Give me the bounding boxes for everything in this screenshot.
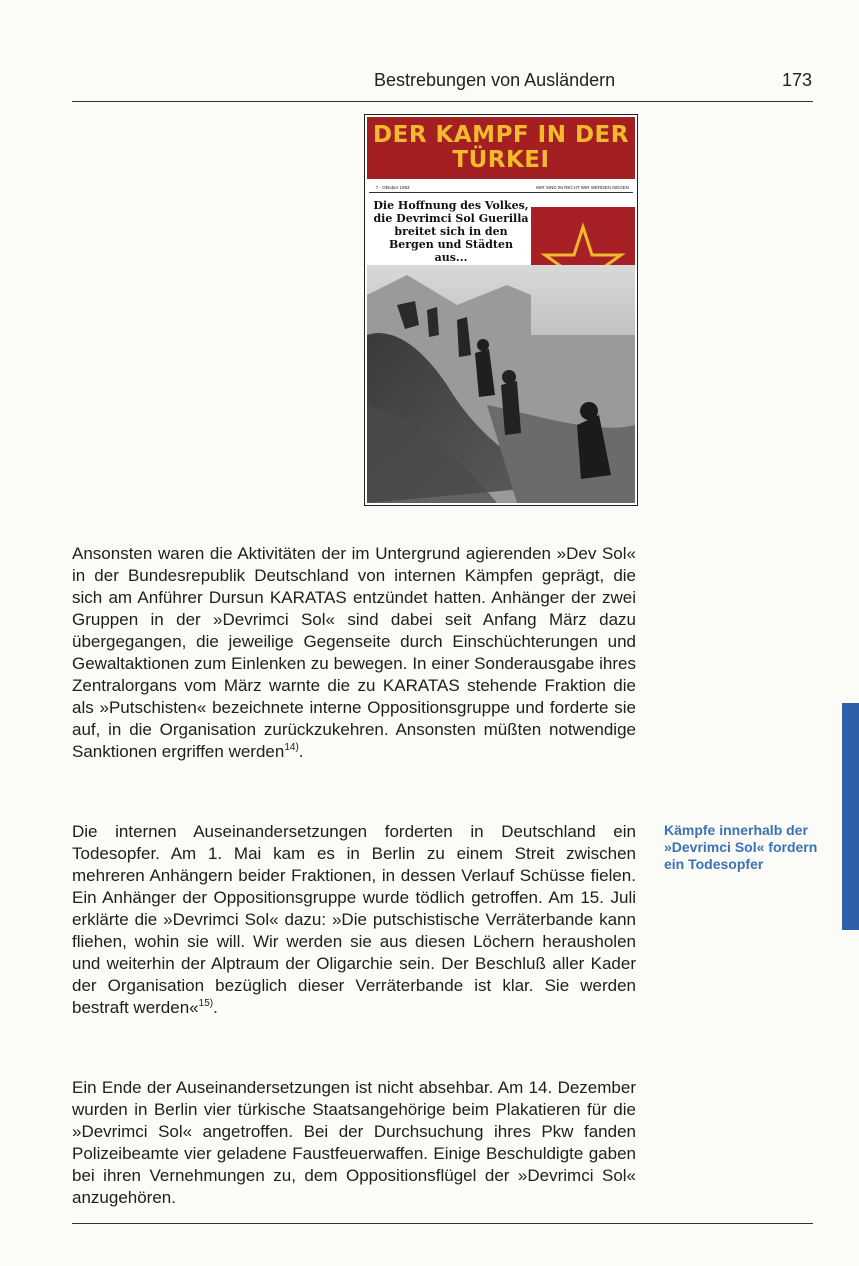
paragraph-end: . (213, 998, 218, 1017)
paragraph-text: Ein Ende der Auseinandersetzungen ist nicht absehbar. Am 14. Dezember wurden in Berlin vier türkische Staatsangehörige beim Plakatieren für die »Devrimci Sol« angetroffen. Bei der Durchsuchung ihres Pkw fanden Polizeibeamte vier geladene Faustfeuerwaffen. Einige Beschuldigte gaben bei ihren Vernehmungen zu, dem Oppositionsflügel der »Devrimci Sol« anzugehören. (72, 1078, 636, 1207)
cover-subtitle: Die Hoffnung des Volkes, die Devrimci Sol Guerilla breitet sich in den Bergen und Städten aus... (373, 199, 529, 264)
paragraph-text: Die internen Auseinandersetzungen forderten in Deutschland ein Todesopfer. Am 1. Mai kam es in Berlin zu einem Streit zwischen mehreren Anhängern beider Fraktionen, in dessen Verlauf Schüsse fielen. Ein Anhänger der Oppositionsgruppe wurde tödlich getroffen. Am 15. Juli erklärte die »Devrimci Sol« dazu: »Die putschistische Verräterbande kann fliehen, wohin sie will. Wir werden sie aus diesen Löchern herausholen und weiterhin der Alptraum der Oligarchie sein. Der Beschluß aller Kader der Organisation bezüglich dieser Verräterbande ist klar. Sie werden bestraft werden« (72, 822, 636, 1017)
paragraph-end: . (298, 742, 304, 761)
chapter-tab-marker (842, 703, 859, 930)
guerilla-photo (367, 265, 635, 503)
paragraph-text: Ansonsten waren die Aktivitäten der im Untergrund agierenden »Dev Sol« in der Bundesrepublik Deutschland von internen Kämpfen geprägt, die sich am Anführer Dursun KARATAS entzündet hatten. Anhänger der zwei Gruppen in der »Devrimci Sol« sind dabei seit Anfang März dazu übergegangen, die jeweilige Gegenseite durch Einschüchterungen und Gewaltaktionen zum Einlenken zu bewegen. In einer Sonderausgabe ihres Zentralorgans vom März warnte die zu KARATAS stehende Fraktion die als »Putschisten« bezeichnete interne Oppositionsgruppe und forderte sie auf, in die Organisation zurückzukehren. Ansonsten müßten notwendige Sanktionen ergriffen werden (72, 544, 636, 761)
magazine-cover-figure (364, 114, 638, 506)
cover-title: DER KAMPF IN DER TÜRKEI (373, 122, 629, 173)
cover-motto-line: WIR SIND IM RECHT WIR WERDEN SIEGEN (535, 184, 629, 190)
footnote-ref-15: 15) (198, 998, 214, 1009)
cover-title-banner (367, 117, 635, 179)
paragraph-internal-fights (72, 543, 636, 763)
paragraph-outlook (72, 1077, 636, 1209)
cover-meta-line (367, 181, 635, 193)
page-number: 173 (781, 70, 812, 90)
margin-note: Kämpfe innerhalb der »Devrimci Sol« fordern ein Todesopfer (664, 822, 818, 872)
header-rule (72, 101, 813, 102)
header-title: Bestrebungen von Ausländern (374, 70, 616, 90)
footnote-ref-14: 14) (284, 742, 299, 753)
paragraph-fatality (72, 821, 636, 1019)
cover-issue-line: · 7 · Oktober 1993 (373, 184, 410, 190)
footer-rule (72, 1223, 813, 1224)
